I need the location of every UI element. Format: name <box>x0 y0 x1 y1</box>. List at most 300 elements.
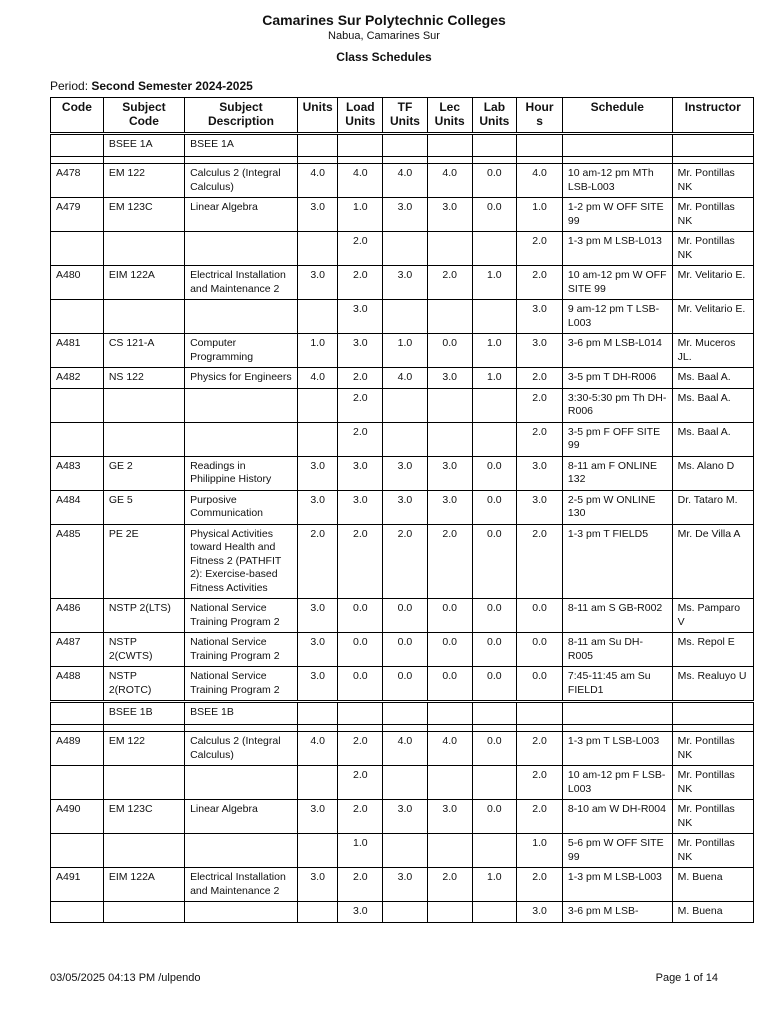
table-row <box>51 868 754 902</box>
cell-units: 3.0 <box>297 198 338 232</box>
cell-units: 4.0 <box>297 732 338 766</box>
spacer-cell <box>383 157 428 164</box>
cell-schedule: 1-3 pm T FIELD5 <box>562 524 672 599</box>
column-header-units: Units <box>297 98 338 134</box>
cell-units: 3.0 <box>297 868 338 902</box>
table-body <box>51 134 754 923</box>
table-row <box>51 834 754 868</box>
spacer-cell <box>338 157 383 164</box>
empty-cell <box>427 702 472 725</box>
empty-cell <box>562 702 672 725</box>
cell-subject-code <box>103 766 184 800</box>
cell-load-units: 3.0 <box>338 456 383 490</box>
cell-instructor: Mr. Pontillas NK <box>672 198 753 232</box>
cell-subject-description <box>185 834 298 868</box>
cell-instructor: Ms. Baal A. <box>672 388 753 422</box>
cell-schedule: 3-5 pm T DH-R006 <box>562 368 672 389</box>
cell-lab-units: 0.0 <box>472 732 517 766</box>
cell-tf-units: 0.0 <box>383 667 428 702</box>
cell-units: 4.0 <box>297 368 338 389</box>
cell-subject-description: National Service Training Program 2 <box>185 667 298 702</box>
cell-instructor: Ms. Pamparo V <box>672 599 753 633</box>
cell-load-units: 2.0 <box>338 800 383 834</box>
spacer-cell <box>472 725 517 732</box>
empty-cell <box>517 702 563 725</box>
cell-subject-description: Purposive Communication <box>185 490 298 524</box>
group-header-row <box>51 134 754 157</box>
column-header-code: Code <box>51 98 104 134</box>
period-value: Second Semester 2024-2025 <box>91 79 253 93</box>
cell-lec-units: 0.0 <box>427 667 472 702</box>
cell-hours: 2.0 <box>517 232 563 266</box>
cell-tf-units <box>383 388 428 422</box>
cell-lec-units: 3.0 <box>427 800 472 834</box>
cell-load-units: 3.0 <box>338 300 383 334</box>
column-header-subject-description: Subject Description <box>185 98 298 134</box>
cell-tf-units <box>383 300 428 334</box>
cell-schedule: 3:30-5:30 pm Th DH-R006 <box>562 388 672 422</box>
cell-load-units: 0.0 <box>338 667 383 702</box>
cell-hours: 3.0 <box>517 902 563 923</box>
cell-schedule: 3-6 pm M LSB-L014 <box>562 334 672 368</box>
cell-hours: 1.0 <box>517 834 563 868</box>
cell-schedule: 10 am-12 pm F LSB-L003 <box>562 766 672 800</box>
cell-subject-code <box>103 902 184 923</box>
table-row <box>51 524 754 599</box>
cell-subject-description: Physics for Engineers <box>185 368 298 389</box>
cell-code: A487 <box>51 633 104 667</box>
cell-tf-units <box>383 422 428 456</box>
spacer-cell <box>51 157 104 164</box>
cell-instructor: Mr. Pontillas NK <box>672 232 753 266</box>
cell-instructor: Mr. De Villa A <box>672 524 753 599</box>
cell-hours: 2.0 <box>517 800 563 834</box>
table-row <box>51 266 754 300</box>
column-header-instructor: Instructor <box>672 98 753 134</box>
cell-load-units: 4.0 <box>338 164 383 198</box>
table-row <box>51 902 754 923</box>
cell-lec-units <box>427 388 472 422</box>
cell-code: A489 <box>51 732 104 766</box>
cell-instructor: Dr. Tataro M. <box>672 490 753 524</box>
cell-subject-description <box>185 422 298 456</box>
column-header-schedule: Schedule <box>562 98 672 134</box>
institution-name: Camarines Sur Polytechnic Colleges <box>262 12 506 28</box>
cell-instructor: Mr. Velitario E. <box>672 266 753 300</box>
cell-hours: 0.0 <box>517 599 563 633</box>
empty-cell <box>472 702 517 725</box>
empty-cell <box>51 702 104 725</box>
column-header-hours: Hour s <box>517 98 563 134</box>
cell-instructor: Ms. Realuyo U <box>672 667 753 702</box>
cell-lab-units: 1.0 <box>472 368 517 389</box>
cell-load-units: 1.0 <box>338 198 383 232</box>
cell-load-units: 2.0 <box>338 524 383 599</box>
cell-subject-code <box>103 834 184 868</box>
cell-subject-description: Calculus 2 (Integral Calculus) <box>185 164 298 198</box>
cell-load-units: 0.0 <box>338 599 383 633</box>
cell-subject-code: EM 123C <box>103 800 184 834</box>
cell-subject-description <box>185 766 298 800</box>
spacer-cell <box>297 725 338 732</box>
column-header-lab-units: Lab Units <box>472 98 517 134</box>
cell-tf-units: 4.0 <box>383 164 428 198</box>
table-row <box>51 368 754 389</box>
cell-units: 1.0 <box>297 334 338 368</box>
cell-subject-code <box>103 388 184 422</box>
cell-hours: 2.0 <box>517 388 563 422</box>
empty-cell <box>427 134 472 157</box>
cell-schedule: 1-3 pm T LSB-L003 <box>562 732 672 766</box>
cell-lab-units: 0.0 <box>472 490 517 524</box>
cell-subject-code: GE 5 <box>103 490 184 524</box>
cell-tf-units: 0.0 <box>383 599 428 633</box>
cell-instructor: Mr. Pontillas NK <box>672 800 753 834</box>
cell-load-units: 2.0 <box>338 232 383 266</box>
cell-units: 3.0 <box>297 266 338 300</box>
cell-instructor: Ms. Baal A. <box>672 368 753 389</box>
cell-subject-description <box>185 902 298 923</box>
group-subject-code: BSEE 1B <box>103 702 184 725</box>
cell-schedule: 5-6 pm W OFF SITE 99 <box>562 834 672 868</box>
cell-lab-units: 0.0 <box>472 198 517 232</box>
cell-tf-units: 3.0 <box>383 800 428 834</box>
cell-hours: 2.0 <box>517 868 563 902</box>
cell-lab-units <box>472 300 517 334</box>
empty-cell <box>338 134 383 157</box>
cell-load-units: 2.0 <box>338 266 383 300</box>
cell-lec-units <box>427 766 472 800</box>
cell-instructor: Mr. Pontillas NK <box>672 164 753 198</box>
cell-lec-units: 2.0 <box>427 524 472 599</box>
cell-units: 2.0 <box>297 524 338 599</box>
period-label: Period: <box>50 79 89 93</box>
cell-code <box>51 232 104 266</box>
cell-lec-units <box>427 232 472 266</box>
cell-instructor: Ms. Baal A. <box>672 422 753 456</box>
cell-subject-description: Readings in Philippine History <box>185 456 298 490</box>
cell-tf-units: 3.0 <box>383 868 428 902</box>
empty-cell <box>672 702 753 725</box>
spacer-cell <box>672 725 753 732</box>
cell-lec-units: 4.0 <box>427 164 472 198</box>
cell-schedule: 8-11 am F ONLINE 132 <box>562 456 672 490</box>
cell-code <box>51 766 104 800</box>
spacer-cell <box>185 725 298 732</box>
spacer-cell <box>517 157 563 164</box>
cell-instructor: Mr. Pontillas NK <box>672 766 753 800</box>
cell-code: A482 <box>51 368 104 389</box>
cell-subject-description: National Service Training Program 2 <box>185 599 298 633</box>
cell-code: A488 <box>51 667 104 702</box>
cell-units: 3.0 <box>297 667 338 702</box>
cell-subject-description: Linear Algebra <box>185 198 298 232</box>
institution-address: Nabua, Camarines Sur <box>328 30 440 42</box>
cell-units: 3.0 <box>297 633 338 667</box>
cell-lec-units: 3.0 <box>427 368 472 389</box>
cell-lab-units: 0.0 <box>472 633 517 667</box>
cell-units: 3.0 <box>297 800 338 834</box>
cell-hours: 2.0 <box>517 524 563 599</box>
table-row <box>51 633 754 667</box>
cell-hours: 3.0 <box>517 456 563 490</box>
table-row <box>51 456 754 490</box>
table-row <box>51 599 754 633</box>
cell-subject-code: EM 122 <box>103 164 184 198</box>
cell-lab-units <box>472 902 517 923</box>
cell-lec-units <box>427 300 472 334</box>
cell-lab-units: 0.0 <box>472 164 517 198</box>
cell-subject-description: Electrical Installation and Maintenance 2 <box>185 266 298 300</box>
cell-hours: 2.0 <box>517 266 563 300</box>
cell-lab-units <box>472 422 517 456</box>
empty-cell <box>297 702 338 725</box>
cell-instructor: M. Buena <box>672 868 753 902</box>
cell-lab-units: 0.0 <box>472 456 517 490</box>
cell-subject-code: PE 2E <box>103 524 184 599</box>
cell-instructor: Ms. Repol E <box>672 633 753 667</box>
cell-load-units: 2.0 <box>338 388 383 422</box>
empty-cell <box>297 134 338 157</box>
empty-cell <box>672 134 753 157</box>
cell-lec-units: 3.0 <box>427 198 472 232</box>
table-row <box>51 667 754 702</box>
cell-code <box>51 388 104 422</box>
cell-hours: 0.0 <box>517 633 563 667</box>
cell-load-units: 3.0 <box>338 490 383 524</box>
cell-lec-units <box>427 422 472 456</box>
group-spacer-row <box>51 157 754 164</box>
cell-tf-units: 3.0 <box>383 490 428 524</box>
cell-code <box>51 834 104 868</box>
table-row <box>51 164 754 198</box>
cell-subject-description <box>185 300 298 334</box>
spacer-cell <box>472 157 517 164</box>
table-row <box>51 388 754 422</box>
spacer-cell <box>338 725 383 732</box>
cell-lec-units: 2.0 <box>427 868 472 902</box>
cell-units <box>297 422 338 456</box>
spacer-cell <box>672 157 753 164</box>
empty-cell <box>383 134 428 157</box>
cell-code: A491 <box>51 868 104 902</box>
cell-subject-description <box>185 388 298 422</box>
cell-lec-units: 2.0 <box>427 266 472 300</box>
cell-lab-units <box>472 388 517 422</box>
cell-lec-units: 0.0 <box>427 334 472 368</box>
cell-lec-units: 0.0 <box>427 633 472 667</box>
table-row <box>51 300 754 334</box>
cell-lec-units <box>427 834 472 868</box>
schedule-table <box>50 97 754 923</box>
cell-schedule: 7:45-11:45 am Su FIELD1 <box>562 667 672 702</box>
cell-load-units: 2.0 <box>338 766 383 800</box>
column-header-lec-units: Lec Units <box>427 98 472 134</box>
cell-hours: 2.0 <box>517 766 563 800</box>
cell-lec-units: 3.0 <box>427 490 472 524</box>
cell-subject-code <box>103 232 184 266</box>
cell-schedule: 8-10 am W DH-R004 <box>562 800 672 834</box>
cell-lab-units <box>472 232 517 266</box>
cell-lab-units: 0.0 <box>472 800 517 834</box>
cell-schedule: 8-11 am Su DH-R005 <box>562 633 672 667</box>
table-row <box>51 422 754 456</box>
column-header-load-units: Load Units <box>338 98 383 134</box>
cell-schedule: 9 am-12 pm T LSB-L003 <box>562 300 672 334</box>
cell-tf-units: 3.0 <box>383 456 428 490</box>
spacer-cell <box>103 157 184 164</box>
cell-tf-units: 1.0 <box>383 334 428 368</box>
cell-hours: 4.0 <box>517 164 563 198</box>
cell-units <box>297 300 338 334</box>
cell-units: 4.0 <box>297 164 338 198</box>
cell-hours: 3.0 <box>517 300 563 334</box>
cell-instructor: Mr. Pontillas NK <box>672 834 753 868</box>
empty-cell <box>338 702 383 725</box>
empty-cell <box>383 702 428 725</box>
cell-subject-code: NS 122 <box>103 368 184 389</box>
cell-lab-units: 0.0 <box>472 599 517 633</box>
period <box>50 79 253 93</box>
cell-code <box>51 902 104 923</box>
cell-subject-code: EIM 122A <box>103 266 184 300</box>
cell-units: 3.0 <box>297 456 338 490</box>
cell-tf-units: 3.0 <box>383 198 428 232</box>
cell-subject-code: EIM 122A <box>103 868 184 902</box>
cell-hours: 2.0 <box>517 368 563 389</box>
cell-tf-units <box>383 766 428 800</box>
table-header-row <box>51 98 754 134</box>
cell-units: 3.0 <box>297 490 338 524</box>
cell-instructor: Mr. Pontillas NK <box>672 732 753 766</box>
cell-units: 3.0 <box>297 599 338 633</box>
cell-load-units: 0.0 <box>338 633 383 667</box>
empty-cell <box>472 134 517 157</box>
group-header-row <box>51 702 754 725</box>
cell-tf-units: 4.0 <box>383 368 428 389</box>
cell-lec-units: 0.0 <box>427 599 472 633</box>
cell-load-units: 1.0 <box>338 834 383 868</box>
group-spacer-row <box>51 725 754 732</box>
cell-hours: 2.0 <box>517 422 563 456</box>
cell-instructor: Ms. Alano D <box>672 456 753 490</box>
cell-subject-description: Linear Algebra <box>185 800 298 834</box>
cell-subject-description: Electrical Installation and Maintenance 2 <box>185 868 298 902</box>
spacer-cell <box>383 725 428 732</box>
cell-lec-units: 4.0 <box>427 732 472 766</box>
cell-schedule: 10 am-12 pm W OFF SITE 99 <box>562 266 672 300</box>
cell-subject-description: Calculus 2 (Integral Calculus) <box>185 732 298 766</box>
cell-load-units: 2.0 <box>338 868 383 902</box>
spacer-cell <box>427 157 472 164</box>
cell-load-units: 3.0 <box>338 334 383 368</box>
cell-tf-units: 4.0 <box>383 732 428 766</box>
page-number: Page 1 of 14 <box>655 972 718 984</box>
empty-cell <box>51 134 104 157</box>
cell-subject-code: GE 2 <box>103 456 184 490</box>
cell-code <box>51 300 104 334</box>
report-title: Class Schedules <box>336 50 432 64</box>
cell-schedule: 10 am-12 pm MTh LSB-L003 <box>562 164 672 198</box>
cell-code: A484 <box>51 490 104 524</box>
cell-code: A479 <box>51 198 104 232</box>
cell-lab-units: 0.0 <box>472 524 517 599</box>
cell-code: A478 <box>51 164 104 198</box>
cell-lab-units: 0.0 <box>472 667 517 702</box>
cell-code: A483 <box>51 456 104 490</box>
cell-load-units: 2.0 <box>338 732 383 766</box>
cell-instructor: Mr. Muceros JL. <box>672 334 753 368</box>
cell-schedule: 8-11 am S GB-R002 <box>562 599 672 633</box>
cell-subject-code <box>103 300 184 334</box>
cell-code: A490 <box>51 800 104 834</box>
cell-subject-code: CS 121-A <box>103 334 184 368</box>
cell-subject-description: Computer Programming <box>185 334 298 368</box>
table-row <box>51 800 754 834</box>
table-row <box>51 490 754 524</box>
spacer-cell <box>562 725 672 732</box>
cell-hours: 2.0 <box>517 732 563 766</box>
spacer-cell <box>51 725 104 732</box>
cell-units <box>297 232 338 266</box>
cell-schedule: 1-3 pm M LSB-L013 <box>562 232 672 266</box>
cell-subject-code: NSTP 2(ROTC) <box>103 667 184 702</box>
cell-subject-description: Physical Activities toward Health and Fitness 2 (PATHFIT 2): Exercise-based Fitness Activities <box>185 524 298 599</box>
cell-schedule: 3-6 pm M LSB- <box>562 902 672 923</box>
cell-instructor: M. Buena <box>672 902 753 923</box>
cell-tf-units <box>383 902 428 923</box>
print-timestamp: 03/05/2025 04:13 PM /ulpendo <box>50 972 201 984</box>
table-row <box>51 334 754 368</box>
cell-units <box>297 388 338 422</box>
cell-code: A485 <box>51 524 104 599</box>
table-row <box>51 198 754 232</box>
cell-subject-description <box>185 232 298 266</box>
cell-load-units: 2.0 <box>338 422 383 456</box>
cell-load-units: 2.0 <box>338 368 383 389</box>
spacer-cell <box>297 157 338 164</box>
cell-load-units: 3.0 <box>338 902 383 923</box>
cell-code <box>51 422 104 456</box>
cell-tf-units <box>383 834 428 868</box>
cell-hours: 0.0 <box>517 667 563 702</box>
cell-lab-units <box>472 834 517 868</box>
spacer-cell <box>427 725 472 732</box>
cell-hours: 3.0 <box>517 490 563 524</box>
column-header-subject-code: Subject Code <box>103 98 184 134</box>
cell-tf-units <box>383 232 428 266</box>
empty-cell <box>517 134 563 157</box>
cell-code: A481 <box>51 334 104 368</box>
cell-subject-code: NSTP 2(LTS) <box>103 599 184 633</box>
cell-subject-code <box>103 422 184 456</box>
cell-hours: 1.0 <box>517 198 563 232</box>
cell-units <box>297 834 338 868</box>
group-description: BSEE 1B <box>185 702 298 725</box>
group-subject-code: BSEE 1A <box>103 134 184 157</box>
cell-schedule: 2-5 pm W ONLINE 130 <box>562 490 672 524</box>
group-description: BSEE 1A <box>185 134 298 157</box>
spacer-cell <box>185 157 298 164</box>
cell-tf-units: 3.0 <box>383 266 428 300</box>
cell-lab-units: 1.0 <box>472 334 517 368</box>
cell-subject-code: NSTP 2(CWTS) <box>103 633 184 667</box>
cell-schedule: 1-2 pm W OFF SITE 99 <box>562 198 672 232</box>
table-row <box>51 766 754 800</box>
cell-code: A486 <box>51 599 104 633</box>
table-row <box>51 232 754 266</box>
cell-schedule: 3-5 pm F OFF SITE 99 <box>562 422 672 456</box>
